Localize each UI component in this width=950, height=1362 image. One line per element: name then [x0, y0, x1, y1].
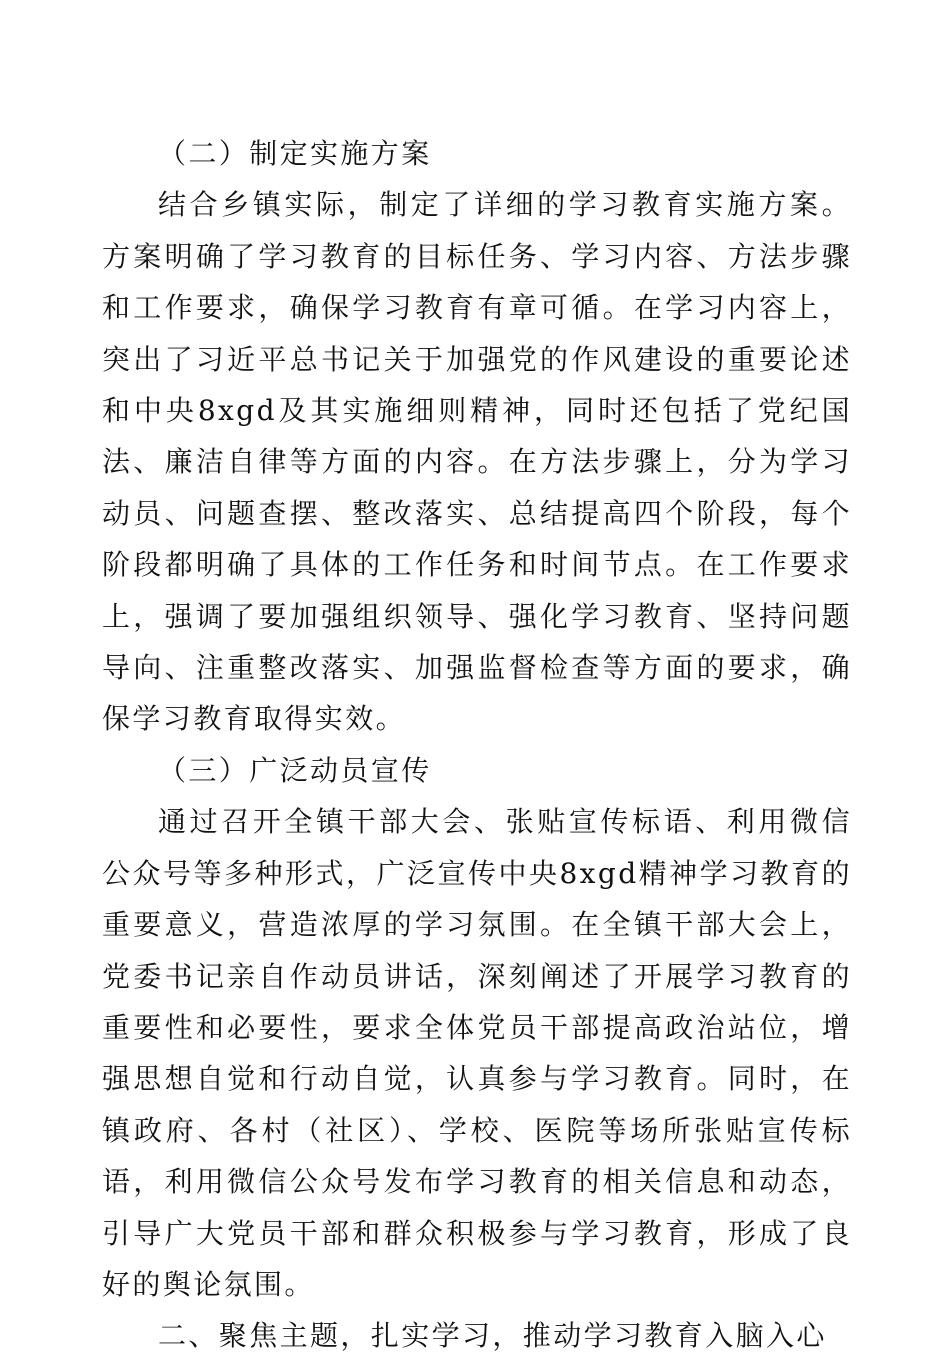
- section-heading-publicity: （三）广泛动员宣传: [158, 753, 432, 787]
- section-heading-formulate-plan: （二）制定实施方案: [158, 137, 432, 170]
- document-body: [102, 128, 852, 1362]
- chapter-heading-focus-theme: 二、聚焦主题，扎实学习，推动学习教育入脑入心: [158, 1319, 827, 1353]
- section-paragraph-publicity: 通过召开全镇干部大会、张贴宣传标语、利用微信公众号等多种形式，广泛宣传中央8xgd精神学习教育的重要意义，营造浓厚的学习氛围。在全镇干部大会上，党委书记亲自作动员讲话，深刻阐述了开展学习教育的重要性和必要性，要求全体党员干部提高政治站位，增强思想自觉和行动自觉，认真参与学习教育。同时，在镇政府、各村（社区）、学校、医院等场所张贴宣传标语，利用微信公众号发布学习教育的相关信息和动态，引导广大党员干部和群众积极参与学习教育，形成了良好的舆论氛围。: [102, 805, 852, 1301]
- section-paragraph-formulate-plan: 结合乡镇实际，制定了详细的学习教育实施方案。方案明确了学习教育的目标任务、学习内容、方法步骤和工作要求，确保学习教育有章可循。在学习内容上，突出了习近平总书记关于加强党的作风建设的重要论述和中央8xgd及其实施细则精神，同时还包括了党纪国法、廉洁自律等方面的内容。在方法步骤上，分为学习动员、问题查摆、整改落实、总结提高四个阶段，每个阶段都明确了具体的工作任务和时间节点。在工作要求上，强调了要加强组织领导、强化学习教育、坚持问题导向、注重整改落实、加强监督检查等方面的要求，确保学习教育取得实效。: [102, 188, 852, 736]
